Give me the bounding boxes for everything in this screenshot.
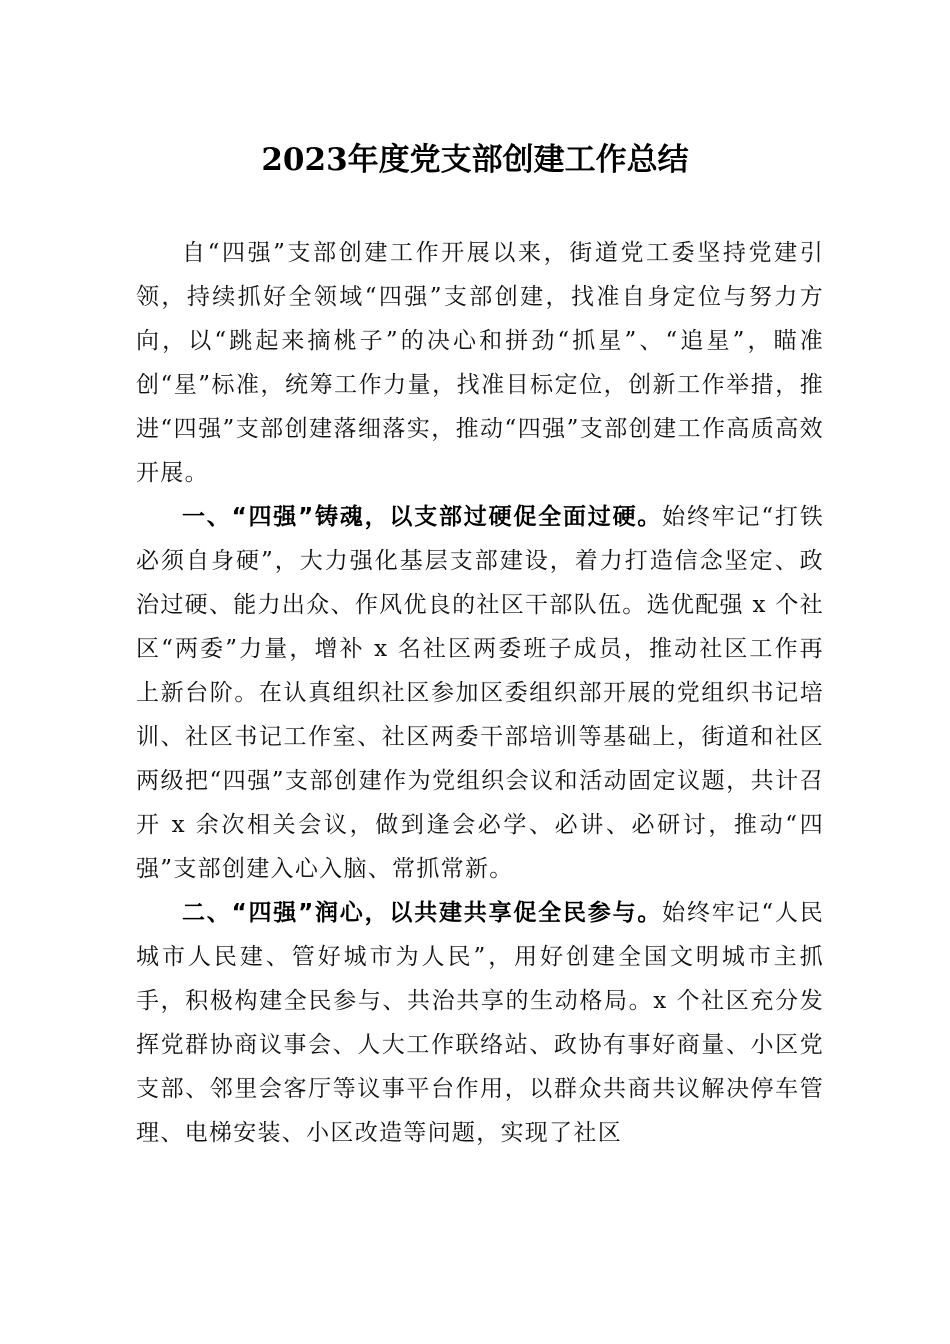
paragraph-text: 自“四强”支部创建工作开展以来，街道党工委坚持党建引领，持续抓好全领域“四强”支部创建，找准自身定位与努力方向，以“跳起来摘桃子”的决心和拼劲“抓星”、“追星”，瞄准创“星”标准，统筹工作力量，找准目标定位，创新工作举措，推进“四强”支部创建落细落实，推动“四强”支部创建工作高质高效开展。 (136, 240, 824, 486)
document-title: 2023年度党支部创建工作总结 (261, 142, 689, 178)
section-heading: 二、“四强”润心，以共建共享促全民参与。 (182, 900, 663, 926)
paragraph-text: 始终牢记“人民城市人民建、管好城市为人民”，用好创建全国文明城市主抓手，积极构建全民参与、共治共享的生动格局。x 个社区充分发挥党群协商议事会、人大工作联络站、政协有事好商量、小区党支部、邻里会客厅等议事平台作用，以群众共商共议解决停车管理、电梯安装、小区改造等问题，实现了社区 (136, 900, 825, 1146)
paragraph-intro (136, 231, 824, 495)
paragraph-section-1 (136, 495, 824, 891)
paragraph-section-2 (136, 891, 824, 1155)
document-body (136, 231, 824, 1155)
section-heading: 一、“四强”铸魂，以支部过硬促全面过硬。 (182, 504, 663, 530)
paragraph-text: 始终牢记“打铁必须自身硬”，大力强化基层支部建设，着力打造信念坚定、政治过硬、能力出众、作风优良的社区干部队伍。选优配强 x 个社区“两委”力量，增补 x 名社区两委班子成员，推动社区工作再上新台阶。在认真组织社区参加区委组织部开展的党组织书记培训、社区书记工作室、社区两委干部培训等基础上，街道和社区两级把“四强”支部创建作为党组织会议和活动固定议题，共计召开 x 余次相关会议，做到逢会必学、必讲、必研讨，推动“四强”支部创建入心入脑、常抓常新。 (136, 504, 825, 882)
